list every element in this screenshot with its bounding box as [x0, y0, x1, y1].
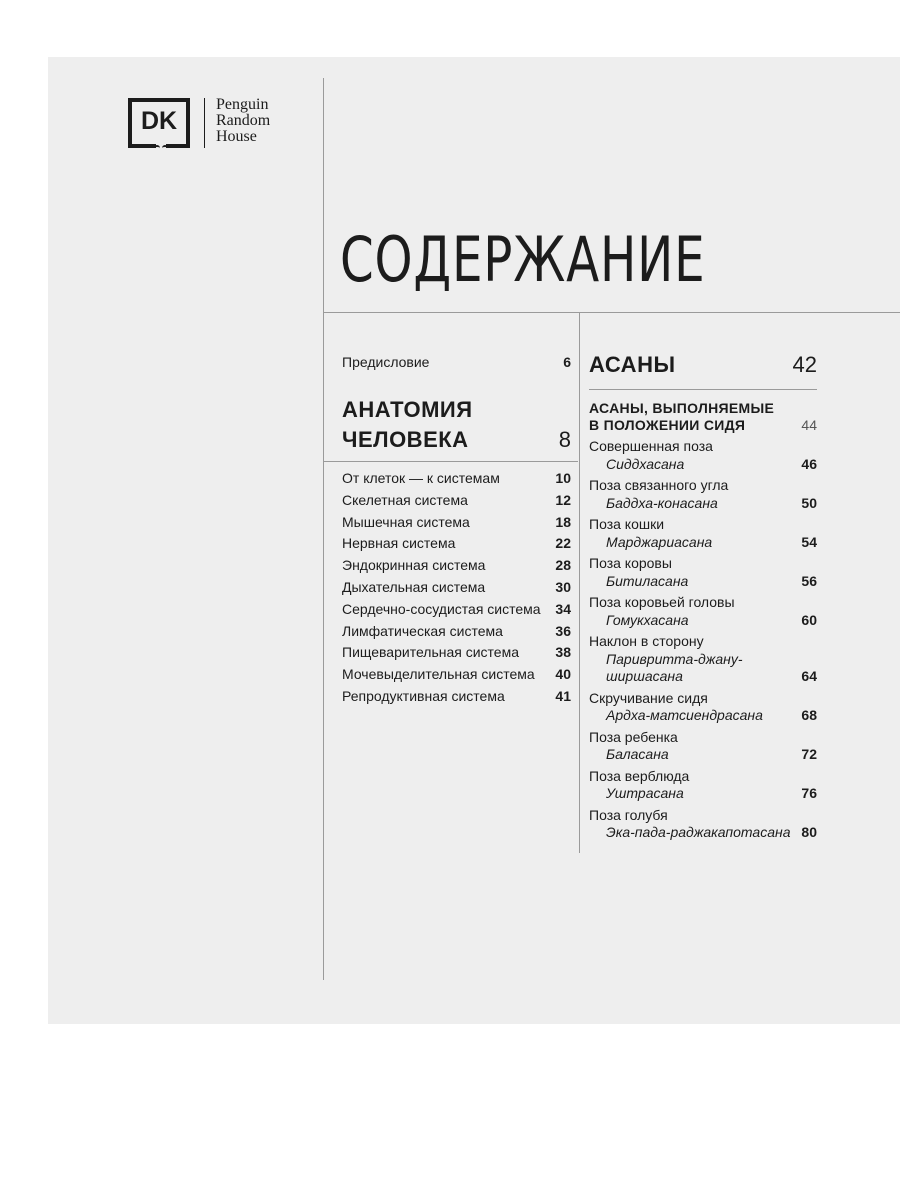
asana-page: 56: [801, 573, 817, 589]
preface-page: 6: [563, 354, 571, 370]
asana-name: Скручивание сидя: [589, 690, 708, 706]
publisher-line: House: [216, 128, 257, 145]
asana-sanskrit-name: Уштрасана: [606, 785, 684, 801]
vertical-rule-columns: [579, 313, 580, 853]
asana-name: Поза голубя: [589, 807, 668, 823]
logo-divider: [204, 98, 205, 148]
asana-name: Поза верблюда: [589, 768, 690, 784]
asana-name: Наклон в сторону: [589, 633, 704, 649]
anatomy-item-page: 22: [555, 535, 571, 551]
seated-asanas-heading-line: В ПОЛОЖЕНИИ СИДЯ: [589, 417, 746, 433]
anatomy-heading-line: АНАТОМИЯ: [342, 397, 473, 422]
anatomy-item-page: 34: [555, 601, 571, 617]
page-background: [48, 57, 900, 1024]
anatomy-item-page: 10: [555, 470, 571, 486]
vertical-rule-main: [323, 78, 324, 980]
asana-sanskrit-name: ширшасана: [606, 668, 683, 684]
asana-page: 68: [801, 707, 817, 723]
publisher-line: Penguin: [216, 96, 269, 113]
anatomy-item-page: 41: [555, 688, 571, 704]
page-title: СОДЕРЖАНИЕ: [340, 223, 706, 296]
anatomy-item-page: 12: [555, 492, 571, 508]
anatomy-rule: [323, 461, 578, 462]
asana-name: Поза коровы: [589, 555, 672, 571]
asana-sanskrit-name: Гомукхасана: [606, 612, 689, 628]
asana-sanskrit-name: Сиддхасана: [606, 456, 685, 472]
asana-sanskrit-name: Битиласана: [606, 573, 689, 589]
asana-page: 54: [801, 534, 817, 550]
asana-sanskrit-name: Баддха-конасана: [606, 495, 718, 511]
anatomy-item-label: Пищеварительная система: [342, 644, 520, 660]
asana-page: 46: [801, 456, 817, 472]
anatomy-item-page: 30: [555, 579, 571, 595]
asana-sanskrit-name: Баласана: [606, 746, 669, 762]
anatomy-item-label: Сердечно-сосудистая система: [342, 601, 541, 617]
anatomy-item-label: Лимфатическая система: [342, 623, 503, 639]
anatomy-item-page: 36: [555, 623, 571, 639]
anatomy-item-label: Мышечная система: [342, 514, 470, 530]
asana-sanskrit-name: Паривритта-джану-: [606, 651, 743, 667]
anatomy-item-page: 40: [555, 666, 571, 682]
book-icon: [156, 144, 166, 148]
asana-name: Поза коровьей головы: [589, 594, 735, 610]
anatomy-item-label: От клеток — к системам: [342, 470, 500, 486]
asana-page: 64: [801, 668, 817, 684]
asanas-rule: [589, 389, 817, 390]
title-rule: [323, 312, 900, 313]
anatomy-item-label: Нервная система: [342, 535, 456, 551]
asana-name: Совершенная поза: [589, 438, 713, 454]
anatomy-page: 8: [558, 427, 571, 452]
seated-asanas-heading-line: АСАНЫ, ВЫПОЛНЯЕМЫЕ: [589, 400, 775, 416]
asana-page: 50: [801, 495, 817, 511]
dk-logo: [128, 98, 190, 148]
asanas-heading: АСАНЫ: [589, 352, 676, 377]
anatomy-heading-line: ЧЕЛОВЕКА: [342, 427, 469, 452]
anatomy-item-page: 38: [555, 644, 571, 660]
anatomy-item-page: 18: [555, 514, 571, 530]
asana-name: Поза кошки: [589, 516, 665, 532]
asanas-page: 42: [792, 352, 817, 377]
publisher-logo: [128, 98, 270, 148]
asana-sanskrit-name: Эка-пада-раджакапотасана: [606, 824, 791, 840]
asana-page: 76: [801, 785, 817, 801]
preface-label: Предисловие: [342, 354, 430, 370]
asana-name: Поза связанного угла: [589, 477, 729, 493]
anatomy-item-label: Мочевыделительная система: [342, 666, 535, 682]
asana-sanskrit-name: Марджариасана: [606, 534, 713, 550]
asana-name: Поза ребенка: [589, 729, 678, 745]
asana-page: 60: [801, 612, 817, 628]
dk-logo-text: DK: [140, 106, 178, 135]
anatomy-item-label: Дыхательная система: [342, 579, 486, 595]
seated-asanas-page: 44: [801, 417, 817, 433]
anatomy-item-label: Скелетная система: [342, 492, 468, 508]
asana-sanskrit-name: Ардха-матсиендрасана: [606, 707, 763, 723]
asana-page: 80: [801, 824, 817, 840]
penguin-random-house-wordmark: [216, 97, 270, 145]
asana-page: 72: [801, 746, 817, 762]
seated-asanas-heading: [589, 400, 774, 434]
anatomy-item-label: Репродуктивная система: [342, 688, 505, 704]
anatomy-item-label: Эндокринная система: [342, 557, 486, 573]
anatomy-item-page: 28: [555, 557, 571, 573]
publisher-line: Random: [216, 112, 271, 129]
